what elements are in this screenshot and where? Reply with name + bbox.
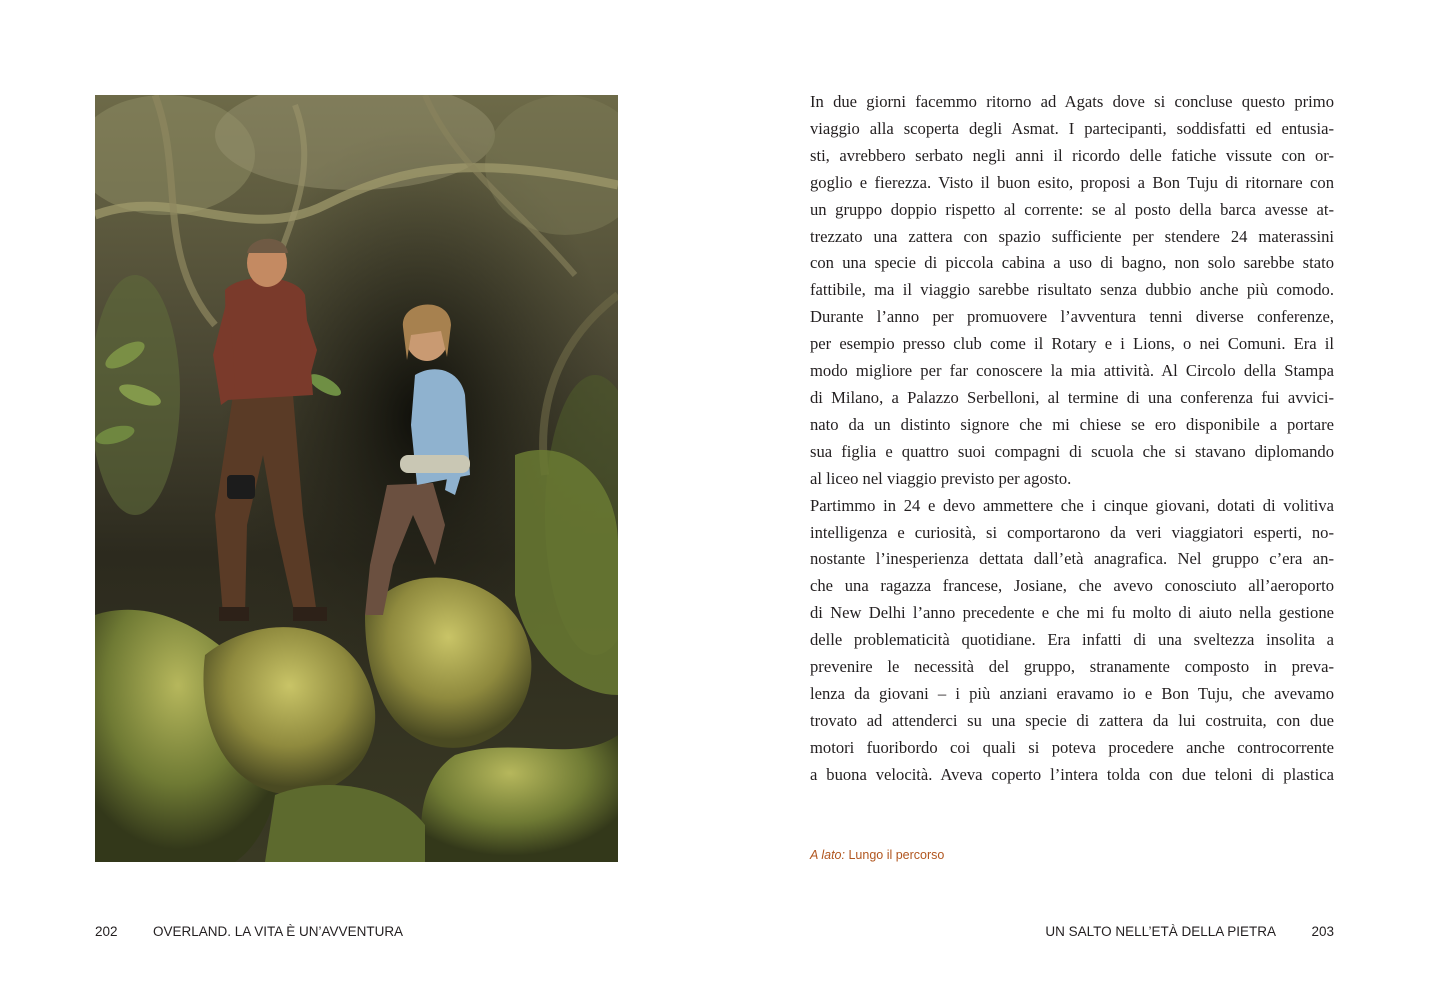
text-line: un gruppo doppio rispetto al corrente: se al posto della barca avesse at- xyxy=(810,199,1334,219)
text-line: nostante l’inesperienza dettata dall’età anagrafica. Nel gruppo c’era an- xyxy=(810,549,1334,569)
text-line: modo migliore per far conoscere la mia attività. Al Circolo della Stampa xyxy=(810,361,1334,381)
text-line: a buona velocità. Aveva coperto l’intera tolda con due teloni di plastica xyxy=(810,764,1334,784)
text-line: viaggio alla scoperta degli Asmat. I partecipanti, soddisfatti ed entusia- xyxy=(810,118,1334,138)
text-line: delle problematicità quotidiane. Era infatti di una sveltezza insolita a xyxy=(810,630,1334,650)
text-line: nato da un distinto signore che mi chiese se ero disponibile a portare xyxy=(810,414,1334,434)
text-line: sua figlia e quattro suoi compagni di scuola che si stavano diplomando xyxy=(810,441,1334,461)
running-title-left: OVERLAND. LA VITA È UN’AVVENTURA xyxy=(153,924,404,939)
text-line: fattibile, ma il viaggio sarebbe risultato senza dubbio anche più comodo. xyxy=(810,280,1334,300)
text-line: che una ragazza francese, Josiane, che avevo conosciuto all’aeroporto xyxy=(810,576,1334,596)
text-line: Partimmo in 24 e devo ammettere che i cinque giovani, dotati di volitiva xyxy=(810,495,1334,515)
text-line: goglio e fierezza. Visto il buon esito, proposi a Bon Tuju di ritornare con xyxy=(810,172,1334,192)
running-title-right: UN SALTO NELL’ETÀ DELLA PIETRA xyxy=(1045,924,1276,939)
caption-text: Lungo il percorso xyxy=(844,848,945,862)
text-line: per esempio presso club come il Rotary e i Lions, o nei Comuni. Era il xyxy=(810,334,1334,354)
jungle-photo-illustration xyxy=(95,95,618,862)
photo-two-men-in-jungle xyxy=(95,95,618,862)
page-number-right: 203 xyxy=(1311,924,1334,939)
text-line: In due giorni facemmo ritorno ad Agats dove si concluse questo primo xyxy=(810,92,1334,111)
photo-caption xyxy=(810,848,944,862)
text-line: di Milano, a Palazzo Serbelloni, al termine di una conferenza fui avvici- xyxy=(810,387,1334,407)
body-text xyxy=(810,89,1334,789)
text-line: di New Delhi l’anno precedente e che mi fu molto di aiuto nella gestione xyxy=(810,603,1334,623)
text-line: lenza da giovani – i più anziani eravamo io e Bon Tuju, che avevamo xyxy=(810,683,1334,703)
text-line: trezzato una zattera con spazio sufficiente per stendere 24 materassini xyxy=(810,226,1334,246)
text-line: sti, avrebbero serbato negli anni il ricordo delle fatiche vissute con or- xyxy=(810,145,1334,165)
caption-label: A lato: xyxy=(810,848,845,862)
text-line: Durante l’anno per promuovere l’avventura tenni diverse conferenze, xyxy=(810,307,1334,327)
text-line: trovato ad attenderci su una specie di zattera da lui costruita, con due xyxy=(810,710,1334,730)
text-line: prevenire le necessità del gruppo, stranamente composto in preva- xyxy=(810,657,1334,677)
text-line: al liceo nel viaggio previsto per agosto. xyxy=(810,468,1072,488)
text-line: motori fuoribordo coi quali si poteva procedere anche controcorrente xyxy=(810,737,1334,757)
text-line: intelligenza e curiosità, si comportarono da veri viaggiatori esperti, no- xyxy=(810,522,1334,542)
page-number-left: 202 xyxy=(95,924,118,939)
text-line: con una specie di piccola cabina a uso di bagno, non solo sarebbe stato xyxy=(810,253,1334,273)
